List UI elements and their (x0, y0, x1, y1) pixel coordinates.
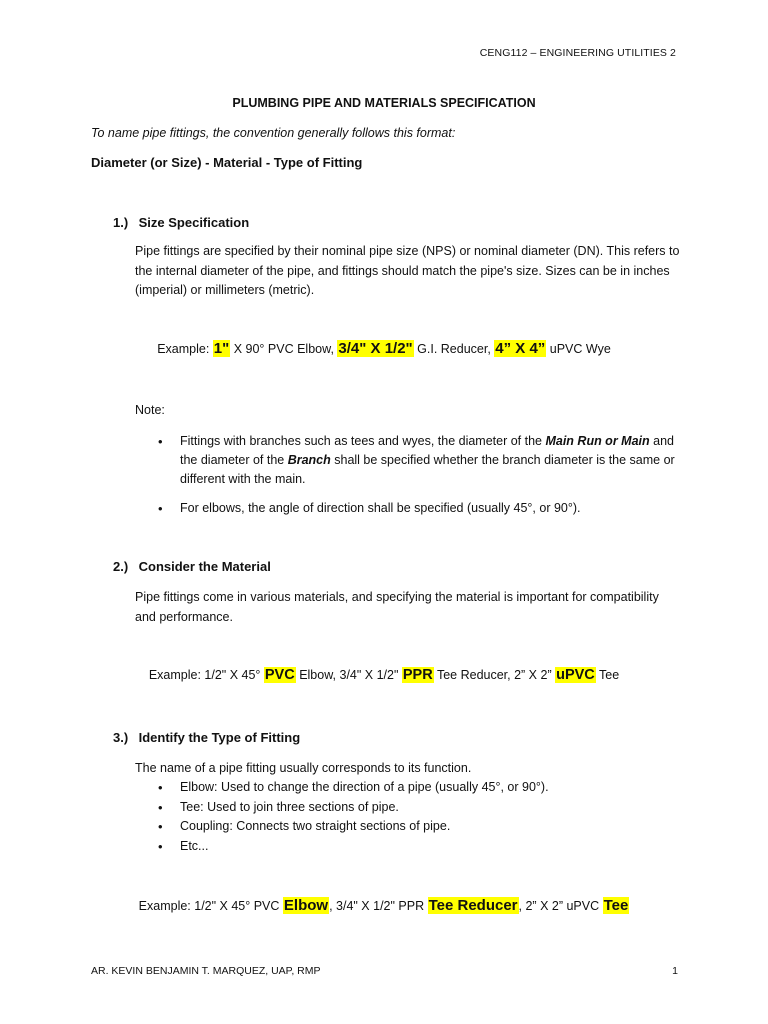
example-2-highlight-upvc: uPVC (556, 667, 595, 683)
example-1-prefix: Example: (157, 342, 213, 356)
section-1-body: Pipe fittings are specified by their nominal pipe size (NPS) or nominal diameter (DN). This refers to the internal diameter of the pipe, and fittings should match the pipe's size. Sizes can be in inches (imperial) or millimeters (metric). (135, 244, 680, 297)
note-1-branch: Branch (287, 453, 331, 467)
list-item-text: Tee: Used to join three sections of pipe. (180, 799, 399, 814)
example-1-text-1: X 90° PVC Elbow, (230, 342, 338, 356)
section-2-body: Pipe fittings come in various materials, and specifying the material is important for compatibility and performance. (135, 590, 659, 624)
example-3-highlight-tee: Tee (603, 897, 629, 914)
note-1-text-c: and the diameter of the (180, 434, 674, 467)
note-item (135, 432, 680, 489)
page-number: 1 (672, 965, 678, 977)
example-3-prefix: Example: 1/2" X 45° PVC (138, 899, 283, 913)
note-label: Note: (135, 403, 165, 417)
list-item-text: Etc... (180, 838, 209, 853)
list-item-text: Coupling: Connects two straight sections of pipe. (180, 819, 451, 833)
section-3-heading (113, 730, 300, 745)
example-2-text-1: Elbow, 3/4" X 1/2" (295, 668, 402, 682)
section-1-title: Size Specification (138, 215, 250, 230)
list-item (135, 837, 680, 857)
note-2-text: For elbows, the angle of direction shall be specified (usually 45°, or 90°). (180, 501, 581, 515)
example-3-text-2: , 2” X 2” uPVC (518, 899, 603, 913)
example-2-highlight-pvc: PVC (264, 667, 295, 683)
notes-list (135, 432, 680, 518)
note-item (135, 499, 680, 518)
note-1-main-run: Main Run or Main (545, 434, 650, 448)
bullet-icon: • (158, 501, 163, 516)
example-3-highlight-tee-reducer: Tee Reducer (428, 897, 518, 914)
note-1-text-e: shall be specified whether the branch diameter is the same or different with the main. (180, 453, 675, 486)
section-1-example (0, 340, 768, 357)
section-1-heading (113, 215, 249, 230)
list-item (135, 778, 680, 798)
example-2-highlight-ppr: PPR (402, 667, 433, 683)
page-header-course: CENG112 – ENGINEERING UTILITIES 2 (479, 47, 676, 59)
example-2-prefix: Example: 1/2" X 45° (148, 668, 264, 682)
list-item-text: Elbow: Used to change the direction of a pipe (usually 45°, or 90°). (180, 780, 549, 794)
section-1-number: 1.) (113, 215, 129, 230)
list-item (135, 817, 680, 837)
example-3-text-1: , 3/4" X 1/2" PPR (329, 899, 428, 913)
section-2-heading (113, 559, 271, 574)
list-item (135, 798, 680, 818)
section-3-number: 3.) (113, 730, 129, 745)
bullet-icon: • (158, 434, 163, 449)
note-1-text-a: Fittings with branches such as tees and wyes, the diameter of the (180, 434, 546, 448)
section-2-example (0, 667, 768, 683)
document-title: PLUMBING PIPE AND MATERIALS SPECIFICATION (232, 96, 536, 110)
example-2-text-2: Tee Reducer, 2” X 2” (433, 668, 556, 682)
example-1-text-2: G.I. Reducer, (413, 342, 495, 356)
section-3-title: Identify the Type of Fitting (138, 730, 301, 745)
example-3-highlight-elbow: Elbow (283, 897, 329, 914)
example-1-highlight-size-1: 1" (213, 340, 230, 357)
example-2-text-3: Tee (595, 668, 620, 682)
section-2-title: Consider the Material (138, 559, 271, 574)
bullet-icon: • (158, 819, 163, 834)
intro-text: To name pipe fittings, the convention generally follows this format: (91, 126, 456, 140)
footer-author: AR. KEVIN BENJAMIN T. MARQUEZ, UAP, RMP (91, 965, 321, 977)
bullet-icon: • (158, 780, 163, 795)
bullet-icon: • (158, 799, 163, 815)
section-3-example (0, 897, 768, 914)
section-3-body: The name of a pipe fitting usually corresponds to its function. (135, 761, 472, 775)
example-1-highlight-size-2: 3/4" X 1/2" (338, 340, 413, 357)
example-1-text-3: uPVC Wye (546, 342, 611, 356)
bullet-icon: • (158, 838, 163, 854)
naming-format: Diameter (or Size) - Material - Type of Fitting (91, 155, 363, 170)
fitting-types-list (135, 778, 680, 856)
section-2-number: 2.) (113, 559, 129, 574)
example-1-highlight-size-3: 4” X 4” (495, 340, 546, 357)
